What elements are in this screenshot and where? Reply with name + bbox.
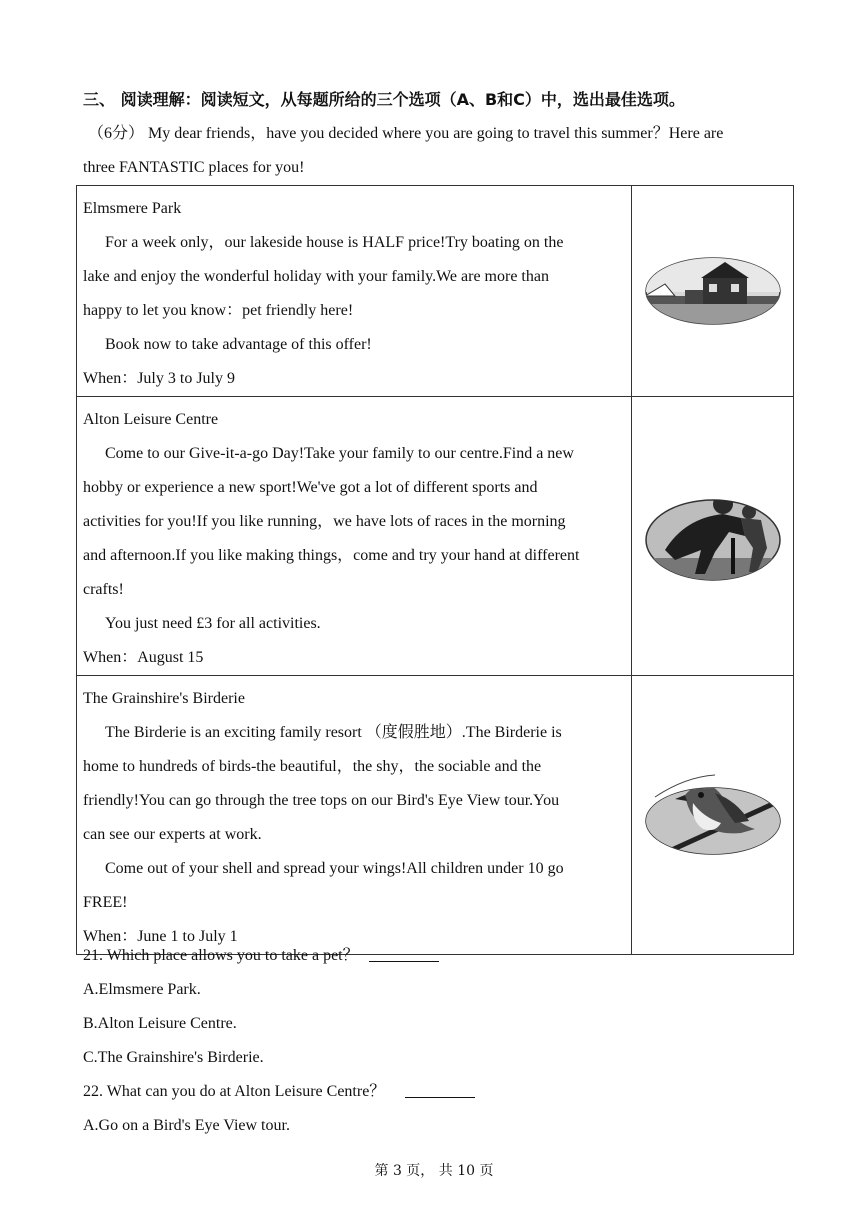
advert-when: When：June 1 to July 1 [83, 928, 238, 945]
advert-line: can see our experts at work. [83, 826, 262, 843]
question-21 [83, 944, 439, 968]
advert-line: happy to let you know：pet friendly here! [83, 302, 354, 319]
advert-line: friendly!You can go through the tree tops on our Bird's Eye View tour.You [83, 792, 560, 809]
advert-row-birderie [77, 676, 794, 955]
bird-icon [645, 773, 781, 857]
advert-title: The Grainshire's Birderie [83, 690, 245, 707]
question-text: 21. Which place allows you to take a pet？ [83, 947, 359, 964]
advert-line: lake and enjoy the wonderful holiday with your family.We are more than [83, 268, 549, 285]
advert-when: When：August 15 [83, 649, 204, 666]
advert-image-cell [632, 676, 794, 955]
advert-image-cell [632, 397, 794, 676]
advert-text-cell [77, 186, 632, 397]
advert-text-cell [77, 676, 632, 955]
lakeside-house-icon [645, 256, 781, 326]
advert-line: Come to our Give-it-a-go Day!Take your family to our centre.Find a new [105, 445, 574, 462]
section-heading: 三、 阅读理解：阅读短文，从每题所给的三个选项（A、B和C）中，选出最佳选项。 [83, 90, 685, 109]
option-21-a: A.Elmsmere Park. [83, 981, 201, 998]
advert-line: FREE! [83, 894, 128, 911]
answer-blank[interactable] [405, 1081, 475, 1098]
advert-when: When：July 3 to July 9 [83, 370, 235, 387]
question-text: 22. What can you do at Alton Leisure Centre？ [83, 1083, 386, 1100]
advert-title: Elmsmere Park [83, 200, 182, 217]
advert-title: Alton Leisure Centre [83, 411, 219, 428]
advert-text-cell [77, 397, 632, 676]
advert-line: home to hundreds of birds-the beautiful，the shy，the sociable and the [83, 758, 542, 775]
runners-icon [645, 488, 781, 584]
advert-row-alton [77, 397, 794, 676]
option-21-c: C.The Grainshire's Birderie. [83, 1049, 264, 1066]
advert-line: The Birderie is an exciting family resort （度假胜地）.The Birderie is [105, 724, 562, 741]
advert-line: Book now to take advantage of this offer! [105, 336, 372, 353]
advert-row-elmsmere [77, 186, 794, 397]
question-22 [83, 1080, 475, 1104]
advert-line: and afternoon.If you like making things，come and try your hand at different [83, 547, 580, 564]
intro-line-2: three FANTASTIC places for you! [83, 159, 305, 176]
advert-line: activities for you!If you like running，we have lots of races in the morning [83, 513, 566, 530]
option-22-a: A.Go on a Bird's Eye View tour. [83, 1117, 290, 1134]
advert-line: For a week only，our lakeside house is HALF price!Try boating on the [105, 234, 564, 251]
advert-image-cell [632, 186, 794, 397]
answer-blank[interactable] [369, 945, 439, 962]
advert-table [76, 185, 794, 955]
advert-line: You just need £3 for all activities. [105, 615, 321, 632]
advert-line: crafts! [83, 581, 124, 598]
advert-line: hobby or experience a new sport!We've got a lot of different sports and [83, 479, 538, 496]
page-footer: 第 3 页， 共 10 页 [374, 1163, 494, 1179]
intro-line-1: （6分） My dear friends，have you decided where you are going to travel this summer？Here are [88, 125, 724, 142]
option-21-b: B.Alton Leisure Centre. [83, 1015, 237, 1032]
advert-line: Come out of your shell and spread your wings!All children under 10 go [105, 860, 564, 877]
